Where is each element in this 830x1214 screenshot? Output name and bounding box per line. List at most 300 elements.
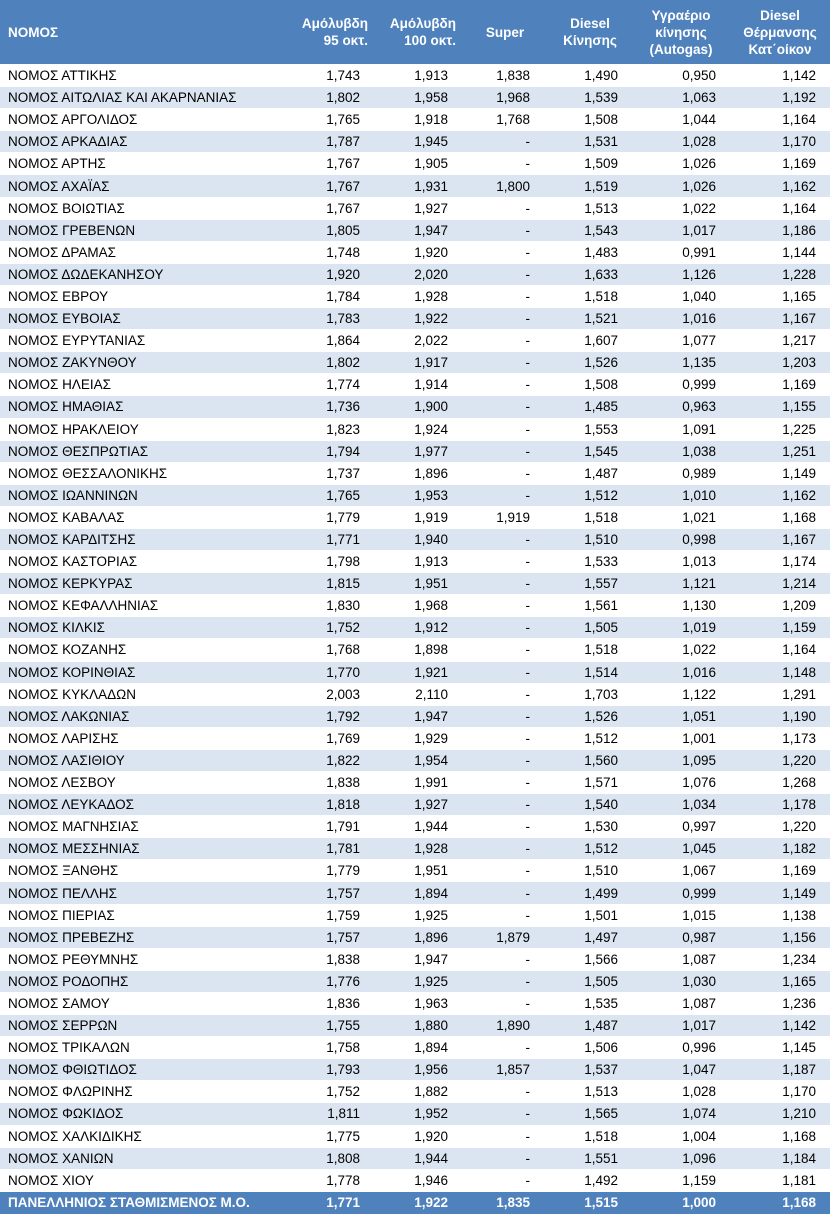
cell-prefecture: ΝΟΜΟΣ ΓΡΕΒΕΝΩΝ [0, 219, 288, 241]
cell-prefecture: ΝΟΜΟΣ ΚΑΒΑΛΑΣ [0, 506, 288, 528]
footer-super: 1,835 [462, 1191, 548, 1214]
cell-heating-diesel: 1,187 [730, 1059, 830, 1081]
cell-super: - [462, 683, 548, 705]
cell-unleaded-100: 1,905 [374, 153, 462, 175]
header-line: (Autogas) [649, 41, 713, 57]
header-prefecture [0, 0, 288, 65]
cell-heating-diesel: 1,220 [730, 749, 830, 771]
cell-super: - [462, 308, 548, 330]
cell-autogas: 1,034 [632, 794, 730, 816]
cell-diesel-motion: 1,518 [548, 506, 632, 528]
cell-unleaded-100: 1,924 [374, 418, 462, 440]
table-row [0, 639, 830, 661]
cell-unleaded-95: 1,811 [288, 1103, 374, 1125]
cell-diesel-motion: 1,512 [548, 727, 632, 749]
cell-autogas: 1,063 [632, 87, 730, 109]
cell-unleaded-95: 1,748 [288, 241, 374, 263]
cell-unleaded-100: 1,931 [374, 175, 462, 197]
cell-prefecture: ΝΟΜΟΣ ΦΘΙΩΤΙΔΟΣ [0, 1059, 288, 1081]
cell-diesel-motion: 1,571 [548, 772, 632, 794]
cell-super: - [462, 727, 548, 749]
cell-prefecture: ΝΟΜΟΣ ΑΡΓΟΛΙΔΟΣ [0, 109, 288, 131]
cell-unleaded-100: 1,896 [374, 462, 462, 484]
table-row [0, 573, 830, 595]
cell-unleaded-100: 1,882 [374, 1081, 462, 1103]
cell-unleaded-100: 1,917 [374, 352, 462, 374]
cell-heating-diesel: 1,210 [730, 1103, 830, 1125]
cell-diesel-motion: 1,533 [548, 551, 632, 573]
footer-prefecture: ΠΑΝΕΛΛΗΝΙΟΣ ΣΤΑΘΜΙΣΜΕΝΟΣ Μ.Ο. [0, 1191, 288, 1214]
cell-diesel-motion: 1,535 [548, 992, 632, 1014]
cell-diesel-motion: 1,487 [548, 462, 632, 484]
cell-autogas: 1,001 [632, 727, 730, 749]
cell-autogas: 1,016 [632, 308, 730, 330]
table-row [0, 860, 830, 882]
table-row [0, 683, 830, 705]
cell-diesel-motion: 1,508 [548, 374, 632, 396]
table-row [0, 263, 830, 285]
cell-heating-diesel: 1,236 [730, 992, 830, 1014]
table-row [0, 87, 830, 109]
cell-unleaded-95: 1,808 [288, 1147, 374, 1169]
cell-super: - [462, 551, 548, 573]
cell-prefecture: ΝΟΜΟΣ ΠΕΛΛΗΣ [0, 882, 288, 904]
header-line: Diesel [570, 16, 610, 31]
cell-heating-diesel: 1,169 [730, 153, 830, 175]
cell-prefecture: ΝΟΜΟΣ ΘΕΣΣΑΛΟΝΙΚΗΣ [0, 462, 288, 484]
table-row [0, 285, 830, 307]
table-row [0, 418, 830, 440]
cell-super: 1,857 [462, 1059, 548, 1081]
cell-prefecture: ΝΟΜΟΣ ΑΧΑΪΑΣ [0, 175, 288, 197]
cell-diesel-motion: 1,703 [548, 683, 632, 705]
cell-diesel-motion: 1,518 [548, 285, 632, 307]
cell-unleaded-100: 1,894 [374, 882, 462, 904]
cell-unleaded-100: 1,920 [374, 241, 462, 263]
footer-heating-diesel: 1,168 [730, 1191, 830, 1214]
cell-autogas: 0,999 [632, 374, 730, 396]
cell-unleaded-100: 1,944 [374, 816, 462, 838]
cell-super: - [462, 882, 548, 904]
cell-unleaded-95: 1,775 [288, 1125, 374, 1147]
cell-unleaded-100: 1,956 [374, 1059, 462, 1081]
cell-diesel-motion: 1,566 [548, 948, 632, 970]
cell-unleaded-100: 1,896 [374, 926, 462, 948]
cell-unleaded-95: 1,767 [288, 153, 374, 175]
cell-unleaded-100: 1,940 [374, 528, 462, 550]
cell-super: - [462, 1169, 548, 1191]
cell-heating-diesel: 1,142 [730, 65, 830, 87]
cell-unleaded-100: 1,918 [374, 109, 462, 131]
cell-super: - [462, 1081, 548, 1103]
cell-unleaded-95: 1,787 [288, 131, 374, 153]
table-row [0, 153, 830, 175]
footer-row [0, 1191, 830, 1214]
table-row [0, 1103, 830, 1125]
cell-prefecture: ΝΟΜΟΣ ΦΩΚΙΔΟΣ [0, 1103, 288, 1125]
cell-heating-diesel: 1,174 [730, 551, 830, 573]
cell-prefecture: ΝΟΜΟΣ ΧΑΝΙΩΝ [0, 1147, 288, 1169]
cell-heating-diesel: 1,170 [730, 1081, 830, 1103]
cell-heating-diesel: 1,168 [730, 506, 830, 528]
cell-super: - [462, 1147, 548, 1169]
cell-autogas: 1,087 [632, 992, 730, 1014]
cell-unleaded-95: 1,778 [288, 1169, 374, 1191]
cell-super: 1,919 [462, 506, 548, 528]
cell-super: 1,890 [462, 1015, 548, 1037]
cell-super: - [462, 241, 548, 263]
cell-unleaded-100: 2,020 [374, 263, 462, 285]
cell-autogas: 1,026 [632, 153, 730, 175]
cell-super: - [462, 374, 548, 396]
cell-unleaded-100: 1,880 [374, 1015, 462, 1037]
cell-unleaded-95: 1,768 [288, 639, 374, 661]
cell-diesel-motion: 1,633 [548, 263, 632, 285]
cell-diesel-motion: 1,512 [548, 484, 632, 506]
cell-super: - [462, 639, 548, 661]
cell-super: - [462, 772, 548, 794]
cell-super: - [462, 749, 548, 771]
cell-diesel-motion: 1,607 [548, 330, 632, 352]
cell-heating-diesel: 1,203 [730, 352, 830, 374]
cell-prefecture: ΝΟΜΟΣ ΚΕΦΑΛΛΗΝΙΑΣ [0, 595, 288, 617]
cell-prefecture: ΝΟΜΟΣ ΔΩΔΕΚΑΝΗΣΟΥ [0, 263, 288, 285]
cell-autogas: 1,095 [632, 749, 730, 771]
cell-diesel-motion: 1,530 [548, 816, 632, 838]
cell-autogas: 0,963 [632, 396, 730, 418]
table-footer [0, 1191, 830, 1214]
table-row [0, 109, 830, 131]
cell-unleaded-95: 1,830 [288, 595, 374, 617]
cell-heating-diesel: 1,182 [730, 838, 830, 860]
cell-unleaded-95: 1,792 [288, 705, 374, 727]
cell-heating-diesel: 1,217 [730, 330, 830, 352]
cell-autogas: 1,030 [632, 970, 730, 992]
cell-prefecture: ΝΟΜΟΣ ΑΙΤΩΛΙΑΣ ΚΑΙ ΑΚΑΡΝΑΝΙΑΣ [0, 87, 288, 109]
header-unleaded-95 [288, 0, 374, 65]
cell-diesel-motion: 1,510 [548, 528, 632, 550]
cell-super: - [462, 396, 548, 418]
cell-diesel-motion: 1,553 [548, 418, 632, 440]
table-row [0, 506, 830, 528]
header-line: κίνησης [655, 24, 707, 40]
cell-heating-diesel: 1,156 [730, 926, 830, 948]
cell-super: - [462, 219, 548, 241]
cell-unleaded-100: 2,022 [374, 330, 462, 352]
cell-autogas: 1,013 [632, 551, 730, 573]
cell-prefecture: ΝΟΜΟΣ ΜΕΣΣΗΝΙΑΣ [0, 838, 288, 860]
cell-prefecture: ΝΟΜΟΣ ΣΑΜΟΥ [0, 992, 288, 1014]
cell-unleaded-95: 1,743 [288, 65, 374, 87]
cell-heating-diesel: 1,186 [730, 219, 830, 241]
cell-heating-diesel: 1,169 [730, 374, 830, 396]
table-row [0, 617, 830, 639]
cell-prefecture: ΝΟΜΟΣ ΛΕΥΚΑΔΟΣ [0, 794, 288, 816]
cell-unleaded-100: 1,945 [374, 131, 462, 153]
table-row [0, 838, 830, 860]
cell-autogas: 1,087 [632, 948, 730, 970]
cell-diesel-motion: 1,526 [548, 705, 632, 727]
cell-unleaded-100: 1,968 [374, 595, 462, 617]
cell-prefecture: ΝΟΜΟΣ ΛΕΣΒΟΥ [0, 772, 288, 794]
table-row [0, 727, 830, 749]
cell-unleaded-95: 1,770 [288, 661, 374, 683]
cell-autogas: 1,130 [632, 595, 730, 617]
table-row [0, 705, 830, 727]
cell-super: - [462, 617, 548, 639]
cell-heating-diesel: 1,138 [730, 904, 830, 926]
cell-heating-diesel: 1,170 [730, 131, 830, 153]
cell-unleaded-100: 1,928 [374, 838, 462, 860]
cell-super: - [462, 153, 548, 175]
header-line: Αμόλυβδη [389, 16, 456, 31]
cell-diesel-motion: 1,497 [548, 926, 632, 948]
table-row [0, 241, 830, 263]
cell-unleaded-100: 1,928 [374, 285, 462, 307]
cell-heating-diesel: 1,173 [730, 727, 830, 749]
cell-heating-diesel: 1,190 [730, 705, 830, 727]
cell-diesel-motion: 1,510 [548, 860, 632, 882]
cell-prefecture: ΝΟΜΟΣ ΧΙΟΥ [0, 1169, 288, 1191]
table-row [0, 1125, 830, 1147]
cell-autogas: 0,987 [632, 926, 730, 948]
cell-autogas: 1,045 [632, 838, 730, 860]
cell-unleaded-95: 1,864 [288, 330, 374, 352]
cell-autogas: 1,022 [632, 197, 730, 219]
cell-unleaded-100: 1,925 [374, 970, 462, 992]
cell-heating-diesel: 1,228 [730, 263, 830, 285]
cell-unleaded-95: 1,776 [288, 970, 374, 992]
table-row [0, 1081, 830, 1103]
cell-autogas: 1,047 [632, 1059, 730, 1081]
cell-super: 1,768 [462, 109, 548, 131]
cell-unleaded-95: 1,823 [288, 418, 374, 440]
cell-autogas: 1,096 [632, 1147, 730, 1169]
cell-super: - [462, 263, 548, 285]
cell-diesel-motion: 1,485 [548, 396, 632, 418]
cell-unleaded-100: 1,954 [374, 749, 462, 771]
cell-heating-diesel: 1,162 [730, 175, 830, 197]
cell-super: 1,800 [462, 175, 548, 197]
cell-autogas: 1,040 [632, 285, 730, 307]
cell-diesel-motion: 1,513 [548, 197, 632, 219]
cell-diesel-motion: 1,505 [548, 970, 632, 992]
cell-autogas: 1,019 [632, 617, 730, 639]
cell-super: - [462, 197, 548, 219]
cell-autogas: 1,028 [632, 131, 730, 153]
cell-unleaded-100: 1,914 [374, 374, 462, 396]
cell-prefecture: ΝΟΜΟΣ ΗΛΕΙΑΣ [0, 374, 288, 396]
cell-unleaded-95: 1,767 [288, 175, 374, 197]
cell-heating-diesel: 1,268 [730, 772, 830, 794]
cell-autogas: 1,015 [632, 904, 730, 926]
cell-prefecture: ΝΟΜΟΣ ΣΕΡΡΩΝ [0, 1015, 288, 1037]
cell-unleaded-95: 1,784 [288, 285, 374, 307]
cell-super: - [462, 285, 548, 307]
table-row [0, 65, 830, 87]
cell-unleaded-100: 1,912 [374, 617, 462, 639]
cell-autogas: 1,159 [632, 1169, 730, 1191]
cell-prefecture: ΝΟΜΟΣ ΚΥΚΛΑΔΩΝ [0, 683, 288, 705]
cell-autogas: 1,074 [632, 1103, 730, 1125]
cell-autogas: 1,038 [632, 440, 730, 462]
cell-diesel-motion: 1,518 [548, 1125, 632, 1147]
footer-unleaded-100: 1,922 [374, 1191, 462, 1214]
cell-heating-diesel: 1,165 [730, 285, 830, 307]
cell-unleaded-100: 1,922 [374, 308, 462, 330]
cell-unleaded-100: 1,913 [374, 65, 462, 87]
cell-diesel-motion: 1,508 [548, 109, 632, 131]
cell-heating-diesel: 1,209 [730, 595, 830, 617]
header-line: Super [485, 24, 525, 40]
header-line: 95 οκτ. [323, 33, 368, 48]
cell-prefecture: ΝΟΜΟΣ ΗΡΑΚΛΕΙΟΥ [0, 418, 288, 440]
table-row [0, 352, 830, 374]
cell-diesel-motion: 1,499 [548, 882, 632, 904]
cell-super: 1,838 [462, 65, 548, 87]
cell-heating-diesel: 1,214 [730, 573, 830, 595]
cell-heating-diesel: 1,251 [730, 440, 830, 462]
cell-unleaded-95: 1,757 [288, 926, 374, 948]
cell-super: - [462, 661, 548, 683]
table-row [0, 1147, 830, 1169]
cell-unleaded-100: 1,925 [374, 904, 462, 926]
cell-autogas: 0,998 [632, 528, 730, 550]
cell-unleaded-95: 1,783 [288, 308, 374, 330]
table-row [0, 440, 830, 462]
cell-unleaded-100: 1,913 [374, 551, 462, 573]
cell-super: - [462, 948, 548, 970]
cell-unleaded-95: 1,822 [288, 749, 374, 771]
cell-autogas: 1,051 [632, 705, 730, 727]
cell-unleaded-95: 1,771 [288, 528, 374, 550]
cell-prefecture: ΝΟΜΟΣ ΚΙΛΚΙΣ [0, 617, 288, 639]
table-row [0, 219, 830, 241]
header-line: Υγραέριο [651, 7, 711, 23]
cell-autogas: 1,022 [632, 639, 730, 661]
cell-unleaded-95: 1,779 [288, 860, 374, 882]
cell-prefecture: ΝΟΜΟΣ ΡΟΔΟΠΗΣ [0, 970, 288, 992]
cell-diesel-motion: 1,501 [548, 904, 632, 926]
cell-heating-diesel: 1,167 [730, 308, 830, 330]
table-row [0, 1037, 830, 1059]
table-row [0, 308, 830, 330]
cell-prefecture: ΝΟΜΟΣ ΗΜΑΘΙΑΣ [0, 396, 288, 418]
table-row [0, 595, 830, 617]
cell-unleaded-95: 1,793 [288, 1059, 374, 1081]
cell-unleaded-95: 1,794 [288, 440, 374, 462]
cell-autogas: 0,989 [632, 462, 730, 484]
table-row [0, 528, 830, 550]
header-row [0, 0, 830, 65]
cell-super: - [462, 1103, 548, 1125]
cell-diesel-motion: 1,512 [548, 838, 632, 860]
cell-autogas: 0,950 [632, 65, 730, 87]
table-row [0, 816, 830, 838]
header-super [462, 0, 548, 65]
cell-prefecture: ΝΟΜΟΣ ΑΡΚΑΔΙΑΣ [0, 131, 288, 153]
cell-prefecture: ΝΟΜΟΣ ΛΑΣΙΘΙΟΥ [0, 749, 288, 771]
table-body [0, 65, 830, 1192]
cell-heating-diesel: 1,181 [730, 1169, 830, 1191]
cell-heating-diesel: 1,144 [730, 241, 830, 263]
header-unleaded-100 [374, 0, 462, 65]
cell-unleaded-95: 1,757 [288, 882, 374, 904]
cell-heating-diesel: 1,149 [730, 882, 830, 904]
cell-prefecture: ΝΟΜΟΣ ΚΕΡΚΥΡΑΣ [0, 573, 288, 595]
cell-super: - [462, 1125, 548, 1147]
cell-super: - [462, 418, 548, 440]
cell-super: - [462, 131, 548, 153]
cell-unleaded-100: 1,963 [374, 992, 462, 1014]
cell-unleaded-95: 1,752 [288, 1081, 374, 1103]
table-header [0, 0, 830, 65]
cell-unleaded-100: 1,929 [374, 727, 462, 749]
cell-autogas: 1,135 [632, 352, 730, 374]
cell-prefecture: ΝΟΜΟΣ ΚΑΣΤΟΡΙΑΣ [0, 551, 288, 573]
cell-unleaded-100: 2,110 [374, 683, 462, 705]
cell-unleaded-95: 1,767 [288, 197, 374, 219]
cell-prefecture: ΝΟΜΟΣ ΑΤΤΙΚΗΣ [0, 65, 288, 87]
cell-diesel-motion: 1,561 [548, 595, 632, 617]
cell-diesel-motion: 1,540 [548, 794, 632, 816]
cell-diesel-motion: 1,531 [548, 131, 632, 153]
cell-heating-diesel: 1,165 [730, 970, 830, 992]
table-row [0, 1059, 830, 1081]
cell-diesel-motion: 1,487 [548, 1015, 632, 1037]
table-row [0, 330, 830, 352]
cell-prefecture: ΝΟΜΟΣ ΞΑΝΘΗΣ [0, 860, 288, 882]
header-line: Θέρμανσης [743, 24, 817, 40]
cell-unleaded-95: 1,838 [288, 948, 374, 970]
cell-autogas: 0,997 [632, 816, 730, 838]
cell-heating-diesel: 1,145 [730, 1037, 830, 1059]
cell-super: - [462, 970, 548, 992]
cell-unleaded-95: 1,818 [288, 794, 374, 816]
cell-super: - [462, 705, 548, 727]
cell-heating-diesel: 1,155 [730, 396, 830, 418]
cell-unleaded-100: 1,927 [374, 197, 462, 219]
cell-super: - [462, 462, 548, 484]
table-row [0, 197, 830, 219]
footer-autogas: 1,000 [632, 1191, 730, 1214]
cell-autogas: 0,991 [632, 241, 730, 263]
table-row [0, 794, 830, 816]
cell-autogas: 1,044 [632, 109, 730, 131]
cell-heating-diesel: 1,162 [730, 484, 830, 506]
cell-unleaded-95: 1,802 [288, 352, 374, 374]
cell-super: - [462, 595, 548, 617]
cell-prefecture: ΝΟΜΟΣ ΘΕΣΠΡΩΤΙΑΣ [0, 440, 288, 462]
cell-diesel-motion: 1,545 [548, 440, 632, 462]
cell-autogas: 1,091 [632, 418, 730, 440]
cell-super: - [462, 838, 548, 860]
cell-unleaded-100: 1,953 [374, 484, 462, 506]
cell-autogas: 1,076 [632, 772, 730, 794]
table-row [0, 484, 830, 506]
cell-unleaded-95: 1,752 [288, 617, 374, 639]
table-row [0, 948, 830, 970]
cell-autogas: 1,010 [632, 484, 730, 506]
cell-prefecture: ΝΟΜΟΣ ΜΑΓΝΗΣΙΑΣ [0, 816, 288, 838]
cell-super: - [462, 794, 548, 816]
cell-prefecture: ΝΟΜΟΣ ΚΟΡΙΝΘΙΑΣ [0, 661, 288, 683]
header-line: Κατ΄οίκον [748, 41, 812, 57]
cell-autogas: 1,067 [632, 860, 730, 882]
cell-diesel-motion: 1,543 [548, 219, 632, 241]
cell-heating-diesel: 1,164 [730, 197, 830, 219]
cell-unleaded-100: 1,921 [374, 661, 462, 683]
